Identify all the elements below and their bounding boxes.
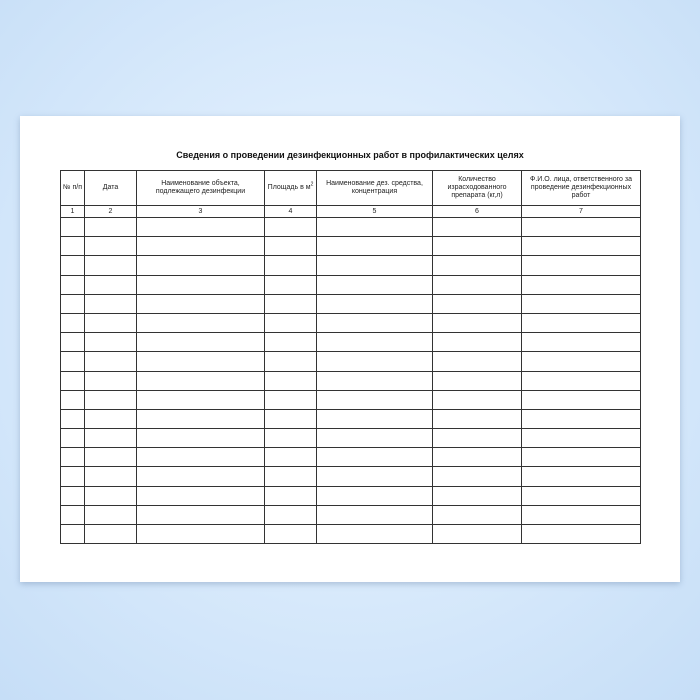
table-cell[interactable] <box>137 333 265 352</box>
table-cell[interactable] <box>85 237 137 256</box>
table-cell[interactable] <box>265 486 317 505</box>
table-cell[interactable] <box>433 409 522 428</box>
table-cell[interactable] <box>137 371 265 390</box>
table-cell[interactable] <box>61 429 85 448</box>
table-cell[interactable] <box>85 313 137 332</box>
table-cell[interactable] <box>522 467 641 486</box>
table-row <box>61 486 641 505</box>
table-cell[interactable] <box>85 390 137 409</box>
table-cell[interactable] <box>265 467 317 486</box>
table-cell[interactable] <box>433 237 522 256</box>
table-cell[interactable] <box>61 256 85 275</box>
table-cell[interactable] <box>137 486 265 505</box>
table-cell[interactable] <box>137 294 265 313</box>
table-cell[interactable] <box>85 505 137 524</box>
table-cell[interactable] <box>522 429 641 448</box>
table-cell[interactable] <box>433 429 522 448</box>
table-cell[interactable] <box>433 390 522 409</box>
table-cell[interactable] <box>265 256 317 275</box>
table-cell[interactable] <box>137 237 265 256</box>
table-cell[interactable] <box>265 237 317 256</box>
table-row <box>61 525 641 544</box>
table-row <box>61 352 641 371</box>
table-cell[interactable] <box>433 352 522 371</box>
table-cell[interactable] <box>433 256 522 275</box>
table-cell[interactable] <box>522 525 641 544</box>
table-cell[interactable] <box>61 409 85 428</box>
table-cell[interactable] <box>317 371 433 390</box>
table-cell[interactable] <box>85 352 137 371</box>
table-cell[interactable] <box>265 313 317 332</box>
table-cell[interactable] <box>522 371 641 390</box>
table-body <box>61 218 641 544</box>
table-cell[interactable] <box>522 486 641 505</box>
table-row <box>61 256 641 275</box>
table-cell[interactable] <box>137 409 265 428</box>
table-cell[interactable] <box>85 275 137 294</box>
table-cell[interactable] <box>317 275 433 294</box>
table-cell[interactable] <box>522 256 641 275</box>
table-cell[interactable] <box>265 390 317 409</box>
table-cell[interactable] <box>317 486 433 505</box>
column-header-quantity: Количество израсходованного препарата (кг,л) <box>433 171 522 206</box>
column-header-responsible: Ф.И.О. лица, ответственного за проведение дезинфекционных работ <box>522 171 641 206</box>
table-row <box>61 333 641 352</box>
document-sheet <box>20 116 680 582</box>
table-cell[interactable] <box>522 409 641 428</box>
table-cell[interactable] <box>85 371 137 390</box>
table-cell[interactable] <box>137 467 265 486</box>
table-cell[interactable] <box>433 467 522 486</box>
table-cell[interactable] <box>433 333 522 352</box>
table-cell[interactable] <box>137 505 265 524</box>
table-cell[interactable] <box>265 218 317 237</box>
column-number-3: 3 <box>137 206 265 218</box>
table-cell[interactable] <box>61 352 85 371</box>
column-number-1: 1 <box>61 206 85 218</box>
table-cell[interactable] <box>265 409 317 428</box>
table-cell[interactable] <box>265 429 317 448</box>
table-cell[interactable] <box>61 237 85 256</box>
table-row <box>61 390 641 409</box>
table-cell[interactable] <box>85 467 137 486</box>
column-header-area <box>265 171 317 206</box>
column-number-5: 5 <box>317 206 433 218</box>
table-cell[interactable] <box>137 313 265 332</box>
table-cell[interactable] <box>317 390 433 409</box>
table-cell[interactable] <box>61 467 85 486</box>
table-cell[interactable] <box>317 218 433 237</box>
table-cell[interactable] <box>137 448 265 467</box>
column-header-object: Наименование объекта, подлежащего дезинфекции <box>137 171 265 206</box>
table-row <box>61 505 641 524</box>
table-cell[interactable] <box>85 294 137 313</box>
table-cell[interactable] <box>433 294 522 313</box>
table-cell[interactable] <box>265 371 317 390</box>
table-cell[interactable] <box>61 505 85 524</box>
table-cell[interactable] <box>522 352 641 371</box>
table-cell[interactable] <box>317 448 433 467</box>
table-cell[interactable] <box>61 371 85 390</box>
table-row <box>61 237 641 256</box>
table-cell[interactable] <box>265 275 317 294</box>
table-cell[interactable] <box>522 218 641 237</box>
header-row <box>61 171 641 206</box>
table-cell[interactable] <box>85 429 137 448</box>
table-cell[interactable] <box>522 505 641 524</box>
column-number-row <box>61 206 641 218</box>
table-cell[interactable] <box>85 486 137 505</box>
table-cell[interactable] <box>433 505 522 524</box>
column-number-4: 4 <box>265 206 317 218</box>
table-cell[interactable] <box>137 256 265 275</box>
table-cell[interactable] <box>433 448 522 467</box>
table-cell[interactable] <box>522 237 641 256</box>
column-header-disinfectant: Наименование дез. средства, концентрация <box>317 171 433 206</box>
table-row <box>61 313 641 332</box>
table-row <box>61 218 641 237</box>
table-cell[interactable] <box>265 352 317 371</box>
table-cell[interactable] <box>522 294 641 313</box>
table-cell[interactable] <box>433 525 522 544</box>
table-cell[interactable] <box>317 294 433 313</box>
table-cell[interactable] <box>317 409 433 428</box>
column-number-2: 2 <box>85 206 137 218</box>
table-cell[interactable] <box>137 218 265 237</box>
table-cell[interactable] <box>137 352 265 371</box>
table-row <box>61 429 641 448</box>
table-cell[interactable] <box>317 505 433 524</box>
table-cell[interactable] <box>61 313 85 332</box>
table-cell[interactable] <box>85 256 137 275</box>
table-cell[interactable] <box>61 294 85 313</box>
table-cell[interactable] <box>522 313 641 332</box>
table-cell[interactable] <box>265 525 317 544</box>
table-cell[interactable] <box>433 218 522 237</box>
table-cell[interactable] <box>61 486 85 505</box>
table-cell[interactable] <box>137 390 265 409</box>
area-unit-superscript: 2 <box>310 181 314 188</box>
table-cell[interactable] <box>317 237 433 256</box>
column-header-number: № п/п <box>61 171 85 206</box>
table-row <box>61 371 641 390</box>
table-row <box>61 448 641 467</box>
column-header-date: Дата <box>85 171 137 206</box>
table-cell[interactable] <box>317 313 433 332</box>
table-cell[interactable] <box>85 448 137 467</box>
table-row <box>61 409 641 428</box>
table-cell[interactable] <box>85 333 137 352</box>
table-cell[interactable] <box>265 333 317 352</box>
table-cell[interactable] <box>265 448 317 467</box>
table-cell[interactable] <box>85 525 137 544</box>
table-cell[interactable] <box>433 313 522 332</box>
table-cell[interactable] <box>61 275 85 294</box>
table-cell[interactable] <box>265 505 317 524</box>
table-cell[interactable] <box>317 333 433 352</box>
table-cell[interactable] <box>85 409 137 428</box>
table-cell[interactable] <box>317 429 433 448</box>
table-cell[interactable] <box>137 429 265 448</box>
column-number-7: 7 <box>522 206 641 218</box>
table-cell[interactable] <box>61 525 85 544</box>
table-cell[interactable] <box>137 275 265 294</box>
table-cell[interactable] <box>265 294 317 313</box>
table-cell[interactable] <box>522 333 641 352</box>
table-cell[interactable] <box>61 218 85 237</box>
area-label: Площадь в м <box>267 184 311 191</box>
document-title: Сведения о проведении дезинфекционных работ в профилактических целях <box>176 150 524 160</box>
table-cell[interactable] <box>522 275 641 294</box>
column-number-6: 6 <box>433 206 522 218</box>
table-cell[interactable] <box>317 352 433 371</box>
table-cell[interactable] <box>317 525 433 544</box>
table-row <box>61 294 641 313</box>
table-cell[interactable] <box>61 448 85 467</box>
table-cell[interactable] <box>433 371 522 390</box>
table-cell[interactable] <box>433 486 522 505</box>
table-cell[interactable] <box>522 448 641 467</box>
table-cell[interactable] <box>522 390 641 409</box>
table-row <box>61 275 641 294</box>
disinfection-log-table <box>60 170 641 544</box>
table-cell[interactable] <box>61 390 85 409</box>
table-cell[interactable] <box>433 275 522 294</box>
table-cell[interactable] <box>317 467 433 486</box>
table-cell[interactable] <box>85 218 137 237</box>
table-row <box>61 467 641 486</box>
table-cell[interactable] <box>137 525 265 544</box>
table-cell[interactable] <box>61 333 85 352</box>
table-cell[interactable] <box>317 256 433 275</box>
